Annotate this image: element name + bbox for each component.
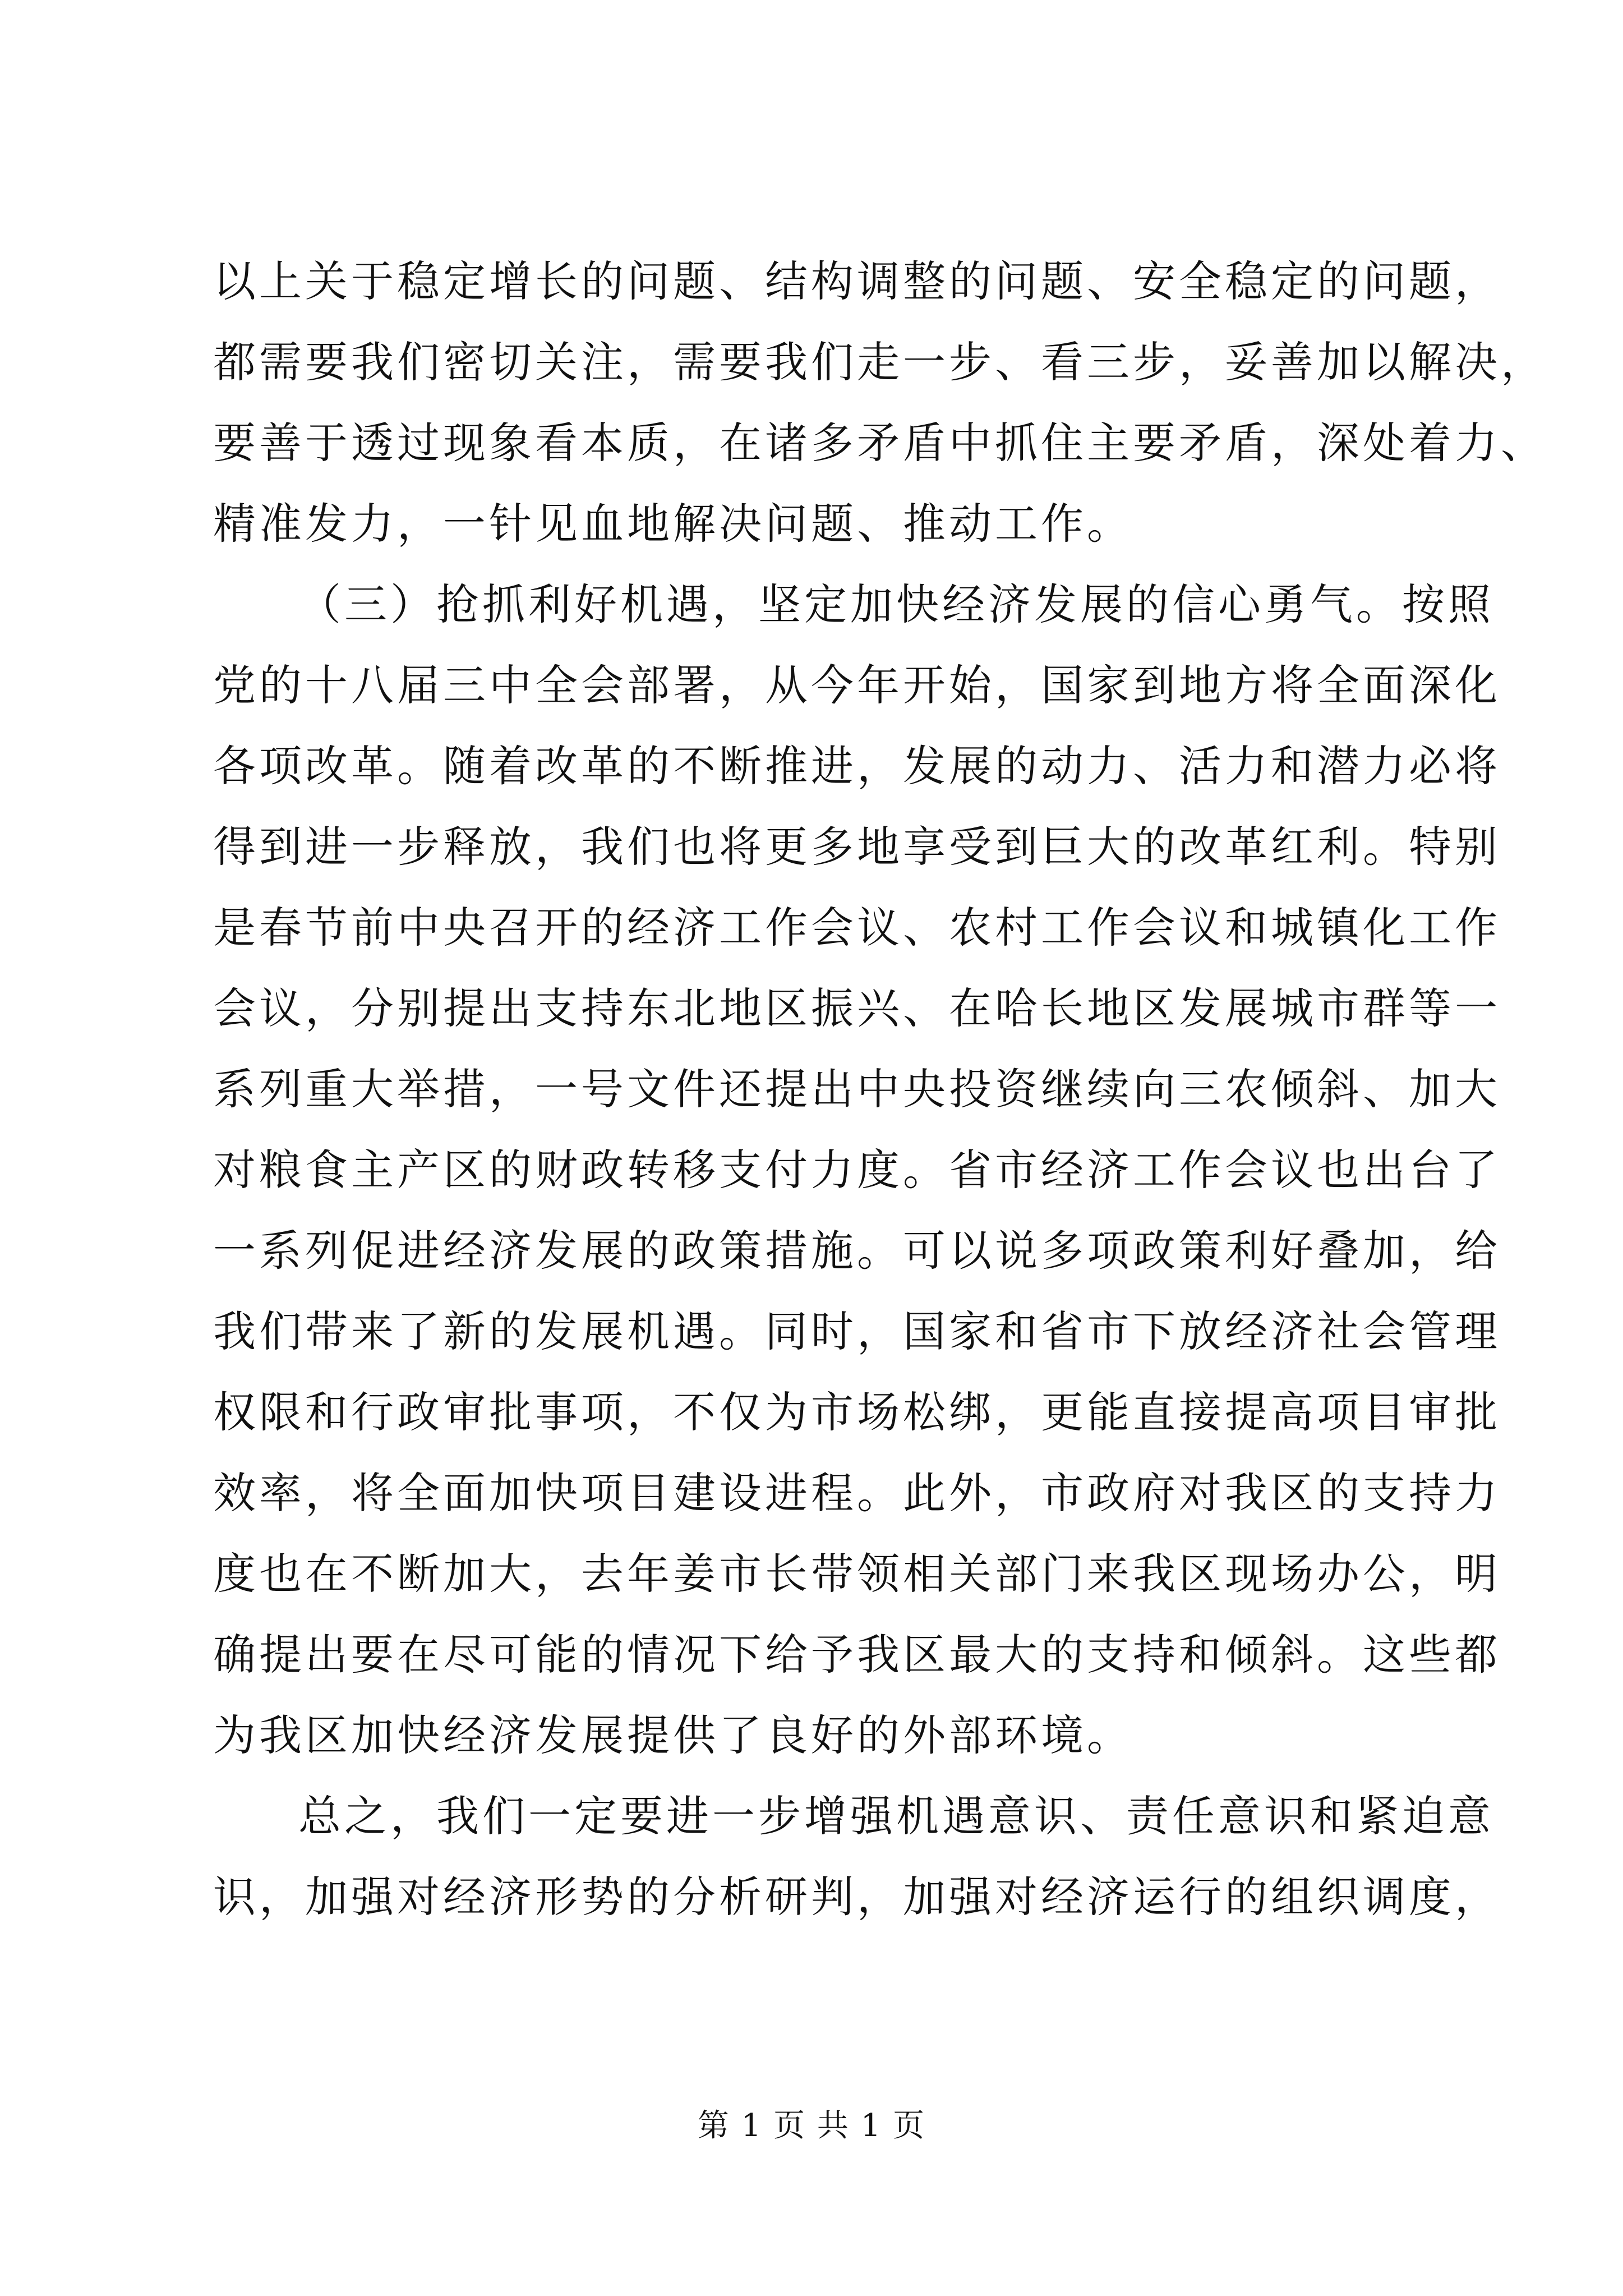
paragraph-line: 会议，分别提出支持东北地区振兴、在哈长地区发展城市群等一 xyxy=(213,983,1501,1033)
paragraph-line: 要善于透过现象看本质，在诸多矛盾中抓住主要矛盾，深处着力、 xyxy=(213,418,1547,468)
paragraph-line: 效率，将全面加快项目建设进程。此外，市政府对我区的支持力 xyxy=(213,1468,1501,1518)
paragraph-line: 是春节前中央召开的经济工作会议、农村工作会议和城镇化工作 xyxy=(213,903,1501,953)
paragraph-line: 一系列促进经济发展的政策措施。可以说多项政策利好叠加，给 xyxy=(213,1226,1501,1276)
paragraph-line: 为我区加快经济发展提供了良好的外部环境。 xyxy=(213,1710,1133,1760)
paragraph-line: 总之，我们一定要进一步增强机遇意识、责任意识和紧迫意 xyxy=(298,1791,1494,1841)
paragraph-line: 系列重大举措，一号文件还提出中央投资继续向三农倾斜、加大 xyxy=(213,1064,1501,1114)
paragraph-line: 党的十八届三中全会部署，从今年开始，国家到地方将全面深化 xyxy=(213,660,1501,710)
paragraph-line: 识，加强对经济形势的分析研判，加强对经济运行的组织调度， xyxy=(213,1872,1501,1922)
paragraph-line: 我们带来了新的发展机遇。同时，国家和省市下放经济社会管理 xyxy=(213,1306,1501,1356)
paragraph-line: 度也在不断加大，去年姜市长带领相关部门来我区现场办公，明 xyxy=(213,1549,1501,1599)
paragraph-line: 得到进一步释放，我们也将更多地享受到巨大的改革红利。特别 xyxy=(213,822,1501,872)
paragraph-line: 各项改革。随着改革的不断推进，发展的动力、活力和潜力必将 xyxy=(213,741,1501,791)
paragraph-line: 以上关于稳定增长的问题、结构调整的问题、安全稳定的问题， xyxy=(213,256,1501,306)
paragraph-line: 对粮食主产区的财政转移支付力度。省市经济工作会议也出台了 xyxy=(213,1145,1501,1195)
paragraph-line: 精准发力，一针见血地解决问题、推动工作。 xyxy=(213,499,1133,549)
paragraph-line: 权限和行政审批事项，不仅为市场松绑，更能直接提高项目审批 xyxy=(213,1387,1501,1437)
paragraph-line: 确提出要在尽可能的情况下给予我区最大的支持和倾斜。这些都 xyxy=(213,1630,1501,1680)
paragraph-line: 都需要我们密切关注，需要我们走一步、看三步，妥善加以解决， xyxy=(213,337,1547,387)
page-footer: 第 1 页 共 1 页 xyxy=(697,2108,926,2144)
paragraph-line: （三）抢抓利好机遇，坚定加快经济发展的信心勇气。按照 xyxy=(298,579,1494,629)
